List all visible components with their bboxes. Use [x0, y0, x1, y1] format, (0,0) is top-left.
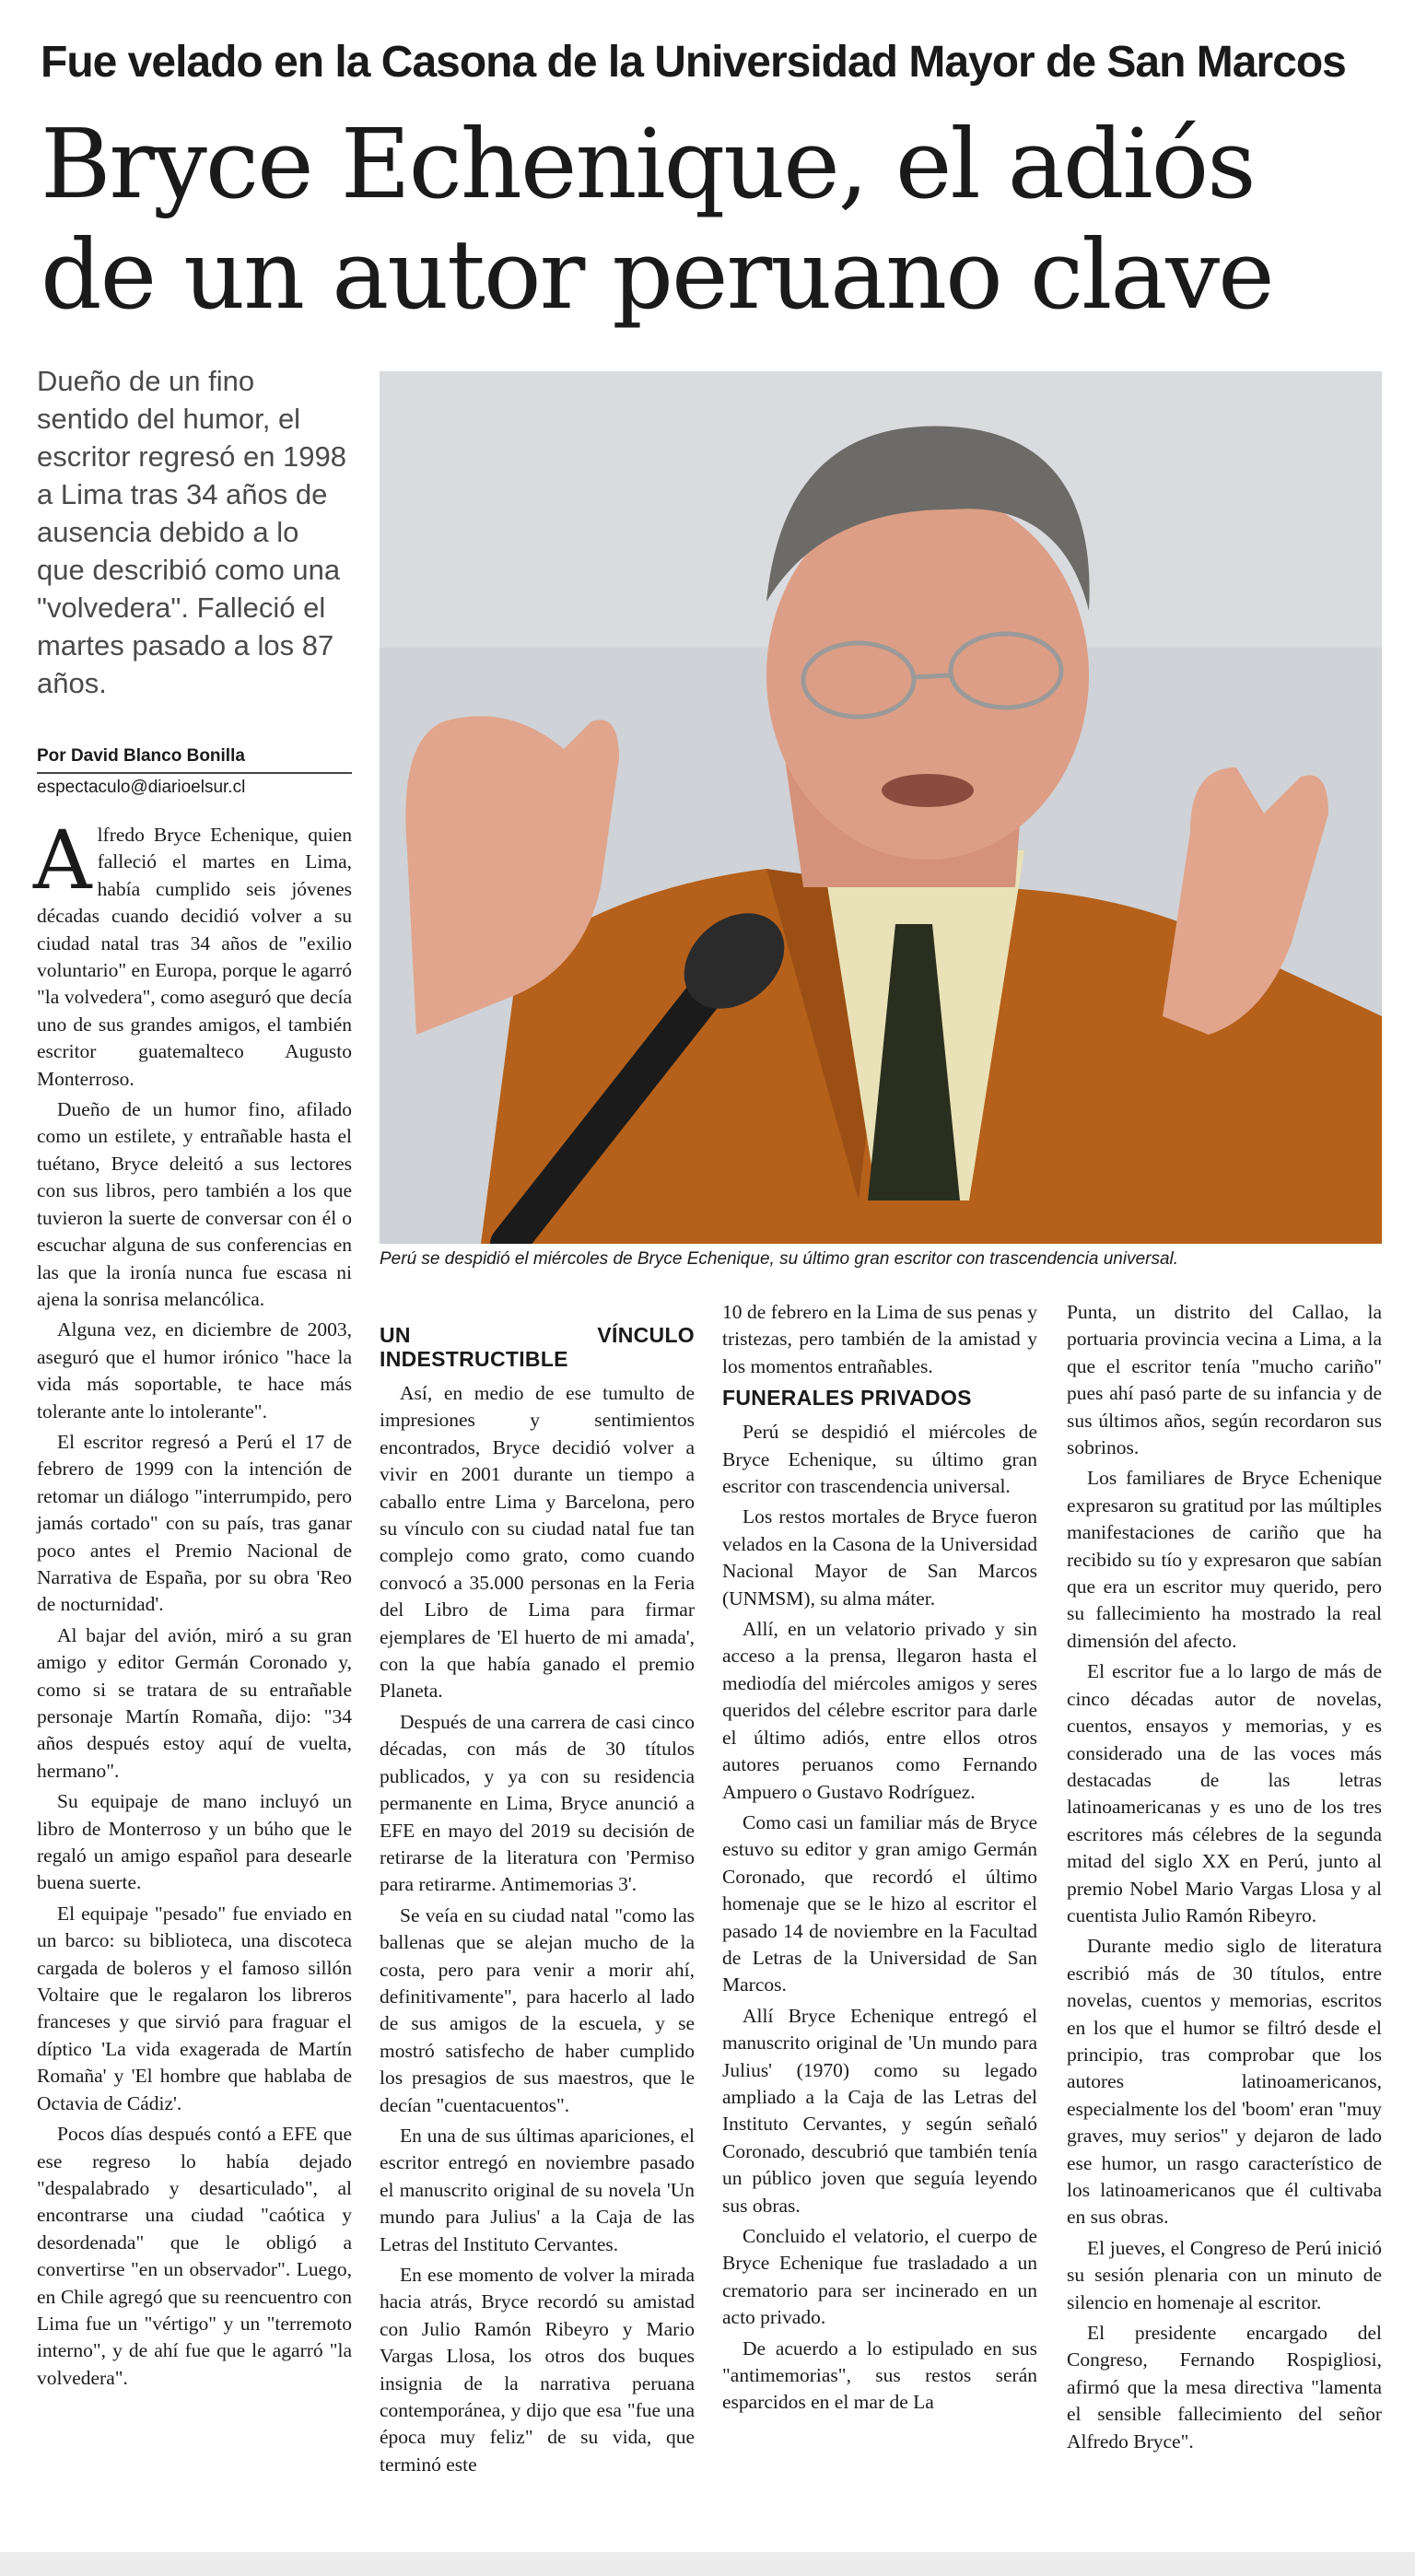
paragraph: Alguna vez, en diciembre de 2003, aseguró que el humor irónico "hace la vida más soportable, te hace más tolerante ante lo intolerante".: [37, 1318, 352, 1423]
column-3: [722, 1299, 1037, 2420]
paragraph: Su equipaje de mano incluyó un libro de Monterroso y un búho que le regaló un amigo español para desearle buena suerte.: [37, 1790, 352, 1894]
paragraph: El escritor regresó a Perú el 17 de febrero de 1999 con la intención de retomar un diálogo "interrumpido, pero jamás cortado" con su país, tras ganar poco antes el Premio Nacional de Narrativa de España, por su obra 'Reo de nocturnidad'.: [37, 1430, 352, 1616]
paragraph: En ese momento de volver la mirada hacia atrás, Bryce recordó su amistad con Julio Ramón Ribeyro y Mario Vargas Llosa, los otros dos buques insignia de la narrativa peruana contemporánea, y dijo que esa "fue una época muy feliz" de su vida, que terminó este: [380, 2264, 695, 2476]
column-2: [380, 1317, 695, 2482]
paragraph: Concluido el velatorio, el cuerpo de Bryce Echenique fue trasladado a un crematorio para ser incinerado en un acto privado.: [722, 2225, 1037, 2329]
paragraph: Allí Bryce Echenique entregó el manuscrito original de 'Un mundo para Julius' (1970) como su legado ampliado a la Caja de las Letras del Instituto Cervantes, y según señaló Coronado, descubrió que también tenía un público joven que seguía leyendo sus obras.: [722, 2004, 1037, 2217]
footer-strip: [0, 2552, 1415, 2576]
paragraph: En una de sus últimas apariciones, el escritor entregó en noviembre pasado el manuscrito original de su novela 'Un mundo para Julius' a la Caja de las Letras del Instituto Cervantes.: [380, 2124, 695, 2255]
paragraph: Se veía en su ciudad natal "como las ballenas que se alejan mucho de la costa, pero para venir a morir ahí, definitivamente", para hacerlo al lado de sus amigos de la escuela, y se mostró satisfecho de haber cumplido los presagios de sus maestros, que le decían "cuentacuentos".: [380, 1903, 695, 2116]
paragraph: 10 de febrero en la Lima de sus penas y tristezas, pero también de la amistad y los momentos entrañables.: [722, 1301, 1037, 1377]
paragraph: Allí, en un velatorio privado y sin acceso a la prensa, llegaron hasta el mediodía del miércoles amigos y seres queridos del célebre escritor para darle el último adiós, entre ellos otros autores peruanos como Fernando Ampuero o Gustavo Rodríguez.: [722, 1618, 1037, 1803]
paragraph: Como casi un familiar más de Bryce estuvo su editor y gran amigo Germán Coronado, que recordó el último homenaje que se le hizo al escritor el pasado 14 de noviembre en la Facultad de Letras de la Universidad de San Marcos.: [722, 1810, 1037, 1996]
section-heading: FUNERALES PRIVADOS: [722, 1386, 972, 1411]
paragraph: Así, en medio de ese tumulto de impresiones y sentimientos encontrados, Bryce decidió volver a vivir en 2001 durante un tiempo a caballo entre Lima y Barcelona, pero su vínculo con su ciudad natal fue tan complejo como grato, como cuando convocó a 35.000 personas en la Feria del Libro de Lima para firmar ejemplares de 'El huerto de mi amada', con la que había ganado el premio Planeta.: [380, 1382, 695, 1703]
kicker: Fue velado en la Casona de la Universidad Mayor de San Marcos: [41, 38, 1346, 87]
paragraph: El escritor fue a lo largo de más de cinco décadas autor de novelas, cuentos, ensayos y memorias, y es considerado una de las voces más destacadas de las letras latinoamericanas y es uno de los tres escritores más célebres de la segunda mitad del siglo XX en Perú, junto al premio Nobel Mario Vargas Llosa y al cuentista Julio Ramón Ribeyro.: [1067, 1660, 1382, 1926]
column-1: [33, 813, 352, 2395]
byline: Por David Blanco Bonilla: [37, 746, 245, 766]
dropcap: A: [33, 813, 92, 907]
paragraph: El equipaje "pesado" fue enviado en un barco: su biblioteca, una discoteca cargada de boleros y el famoso sillón Voltaire que le regalaron los libreros franceses y que sirvió para fraguar el díptico 'La vida exagerada de Martín Romaña' y 'El hombre que hablaba de Octavia de Cádiz'.: [37, 1902, 352, 2114]
paragraph: Dueño de un humor fino, afilado como un estilete, y entrañable hasta el tuétano, Bryce deleitó a sus lectores con sus libros, pero también a los que tuvieron la suerte de conversar con él o escuchar alguna de sus conferencias en las que la ironía nunca fue escasa ni ajena la sonrisa melancólica.: [37, 1098, 352, 1310]
paragraph: lfredo Bryce Echenique, quien falleció el martes en Lima, había cumplido seis jóvenes décadas cuando decidió volver a su ciudad natal tras 34 años de "exilio voluntario" en Europa, porque le agarró "la volvedera", como aseguró que decía uno de sus grandes amigos, el también escritor guatemalteco Augusto Monterroso.: [37, 824, 352, 1090]
paragraph: De acuerdo a lo estipulado en sus "antimemorias", sus restos serán esparcidos en el mar de La: [722, 2336, 1037, 2414]
column-4: [1067, 1299, 1382, 2459]
deck: Dueño de un fino sentido del humor, el escritor regresó en 1998 a Lima tras 34 años de ausencia debido a lo que describió como una "volvedera". Falleció el martes pasado a los 87 años.: [37, 365, 347, 699]
author-photo: [380, 371, 1382, 1244]
paragraph: Perú se despidió el miércoles de Bryce Echenique, su último gran escritor con trascendencia universal.: [722, 1421, 1037, 1498]
section-heading: UN VÍNCULO INDESTRUCTIBLE: [380, 1323, 695, 1371]
byline-rule: [37, 772, 352, 774]
paragraph: Pocos días después contó a EFE que ese regreso lo había dejado "despalabrado y desarticulado", al encontrarse una ciudad "caótica y desordenada" que le obligó a convertirse "en un observador". Luego, en Chile agregó que su reencuentro con Lima fue un "vértigo" y un "terremoto interno", y de ahí fue que le agarró "la volvedera".: [37, 2123, 352, 2389]
paragraph: Punta, un distrito del Callao, la portuaria provincia vecina a Lima, a la que el escritor tenía "mucho cariño" pues ahí pasó parte de su infancia y de sus últimos años, según recordaron sus sobrinos.: [1067, 1301, 1382, 1459]
headline: Bryce Echenique, el adiós de un autor peruano clave: [41, 108, 1273, 331]
paragraph: Los familiares de Bryce Echenique expresaron su gratitud por las múltiples manifestaciones de cariño que ha recibido su tío y expresaron que sabían que era un escritor muy querido, pero su fallecimiento ha mostrado la real dimensión del afecto.: [1067, 1467, 1382, 1652]
paragraph: Al bajar del avión, miró a su gran amigo y editor Germán Coronado y, como si se tratara de su entrañable personaje Martín Romaña, dijo: "34 años después estoy aquí de vuelta, hermano".: [37, 1623, 352, 1782]
paragraph: Los restos mortales de Bryce fueron velados en la Casona de la Universidad Nacional Mayor de San Marcos (UNMSM), su alma máter.: [722, 1505, 1037, 1610]
paragraph: El jueves, el Congreso de Perú inició su sesión plenaria con un minuto de silencio en homenaje al escritor.: [1067, 2236, 1382, 2313]
paragraph: Después de una carrera de casi cinco décadas, con más de 30 títulos publicados, y ya con su residencia permanente en Lima, Bryce anunció a EFE en mayo del 2019 su decisión de retirarse de la literatura con 'Permiso para retirarme. Antimemorias 3'.: [380, 1710, 695, 1896]
author-email: espectaculo@diarioelsur.cl: [37, 778, 246, 797]
paragraph: El presidente encargado del Congreso, Fernando Rospigliosi, afirmó que la mesa directiva "lamenta el sensible fallecimiento del señor Alfredo Bryce".: [1067, 2322, 1382, 2453]
photo-caption: Perú se despidió el miércoles de Bryce Echenique, su último gran escritor con trascendencia universal.: [380, 1249, 1179, 1269]
paragraph: Durante medio siglo de literatura escribió más de 30 títulos, entre novelas, cuentos y memorias, escritos en los que el humor se filtró desde el principio, tras comprobar que los autores latinoamericanos, especialmente los del 'boom' eran "muy graves, muy serios" y dejaron de lado ese humor, un rasgo característico de los latinoamericanos que él cultivaba en sus obras.: [1067, 1935, 1382, 2229]
